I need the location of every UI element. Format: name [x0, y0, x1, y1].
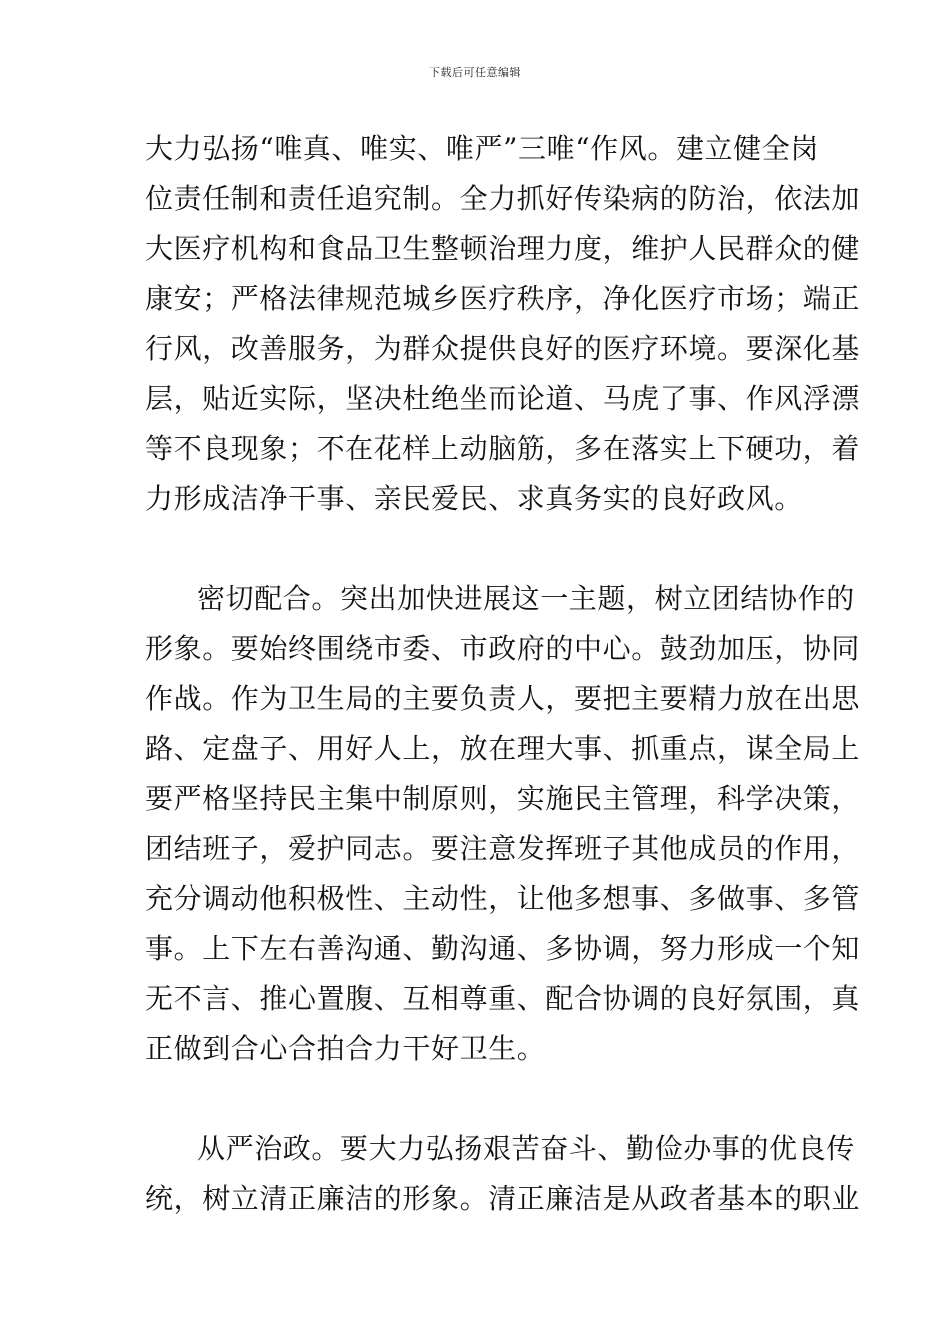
paragraph-line: 事。上下左右善沟通、勤沟通、多协调，努力形成一个知 — [145, 932, 861, 965]
paragraph-line: 大医疗机构和食品卫生整顿治理力度，维护人民群众的健 — [145, 232, 861, 265]
paragraph-line: 统，树立清正廉洁的形象。清正廉洁是从政者基本的职业 — [145, 1182, 861, 1215]
paragraph-line: 充分调动他积极性、主动性，让他多想事、多做事、多管 — [145, 882, 861, 915]
paragraph-line: 正做到合心合拍合力干好卫生。 — [145, 1032, 546, 1065]
paragraph-line: 路、定盘子、用好人上，放在理大事、抓重点，谋全局上 — [145, 732, 861, 765]
paragraph-line: 密切配合。突出加快进展这一主题，树立团结协作的 — [197, 582, 855, 615]
paragraph-line: 形象。要始终围绕市委、市政府的中心。鼓劲加压，协同 — [145, 632, 861, 665]
paragraph-line: 大力弘扬“唯真、唯实、唯严”三唯“作风。建立健全岗 — [145, 132, 819, 165]
paragraph-line: 行风，改善服务，为群众提供良好的医疗环境。要深化基 — [145, 332, 861, 365]
paragraph-line: 团结班子，爱护同志。要注意发挥班子其他成员的作用， — [145, 832, 861, 865]
page-header: 下载后可任意编辑 — [429, 66, 521, 79]
paragraph-line: 从严治政。要大力弘扬艰苦奋斗、勤俭办事的优良传 — [197, 1132, 855, 1165]
paragraph-line: 位责任制和责任追究制。全力抓好传染病的防治，依法加 — [145, 182, 861, 215]
paragraph-line: 层，贴近实际，坚决杜绝坐而论道、马虎了事、作风浮漂 — [145, 382, 861, 415]
paragraph-line: 要严格坚持民主集中制原则，实施民主管理，科学决策， — [145, 782, 861, 815]
paragraph-line: 等不良现象；不在花样上动脑筋，多在落实上下硬功，着 — [145, 432, 861, 465]
paragraph-line: 康安；严格法律规范城乡医疗秩序，净化医疗市场；端正 — [145, 282, 861, 315]
paragraph-line: 作战。作为卫生局的主要负责人，要把主要精力放在出思 — [145, 682, 861, 715]
paragraph-line: 力形成洁净干事、亲民爱民、求真务实的良好政风。 — [145, 482, 803, 515]
paragraph-line: 无不言、推心置腹、互相尊重、配合协调的良好氛围，真 — [145, 982, 861, 1015]
